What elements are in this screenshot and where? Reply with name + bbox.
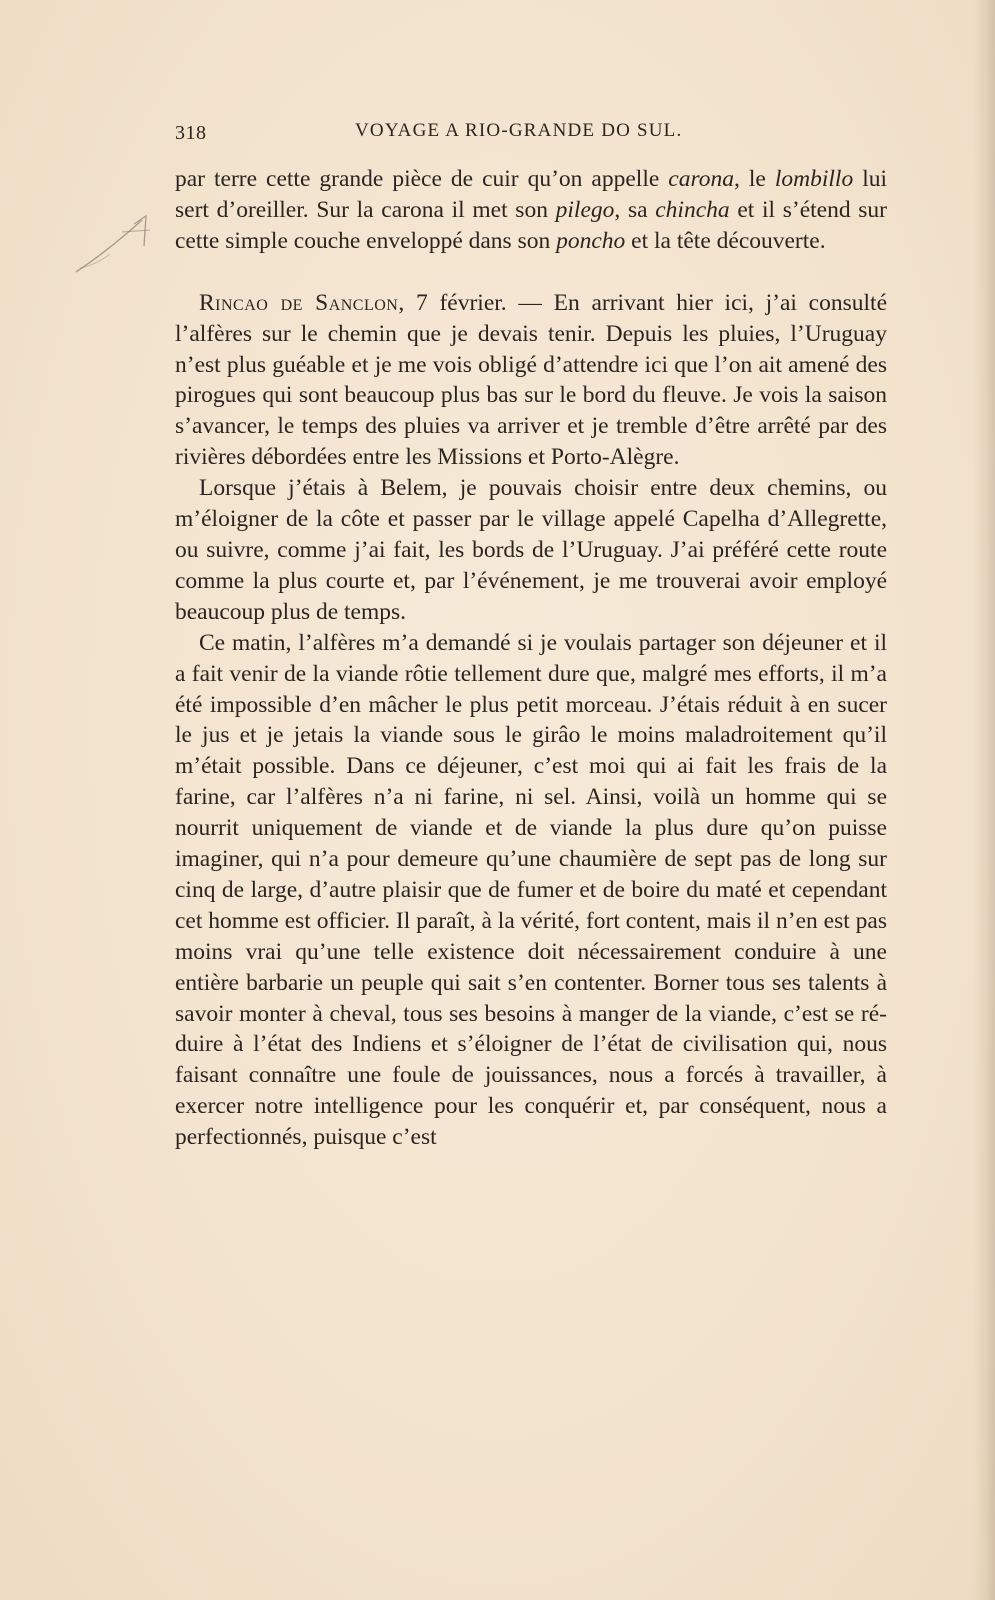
page-edge-shadow [973,0,995,1600]
running-head: VOYAGE A RIO-GRANDE DO SUL. [355,120,683,141]
italic-term-poncho: poncho [556,227,626,254]
text-run: , 7 février. — En arrivant hier ici, j’ai consulté l’alfères sur le chemin que je devais tenir. Depuis les pluies, l’Uruguay n’est plus guéable et je me vois obligé d’attendre ici que l’on ait amené des pirogues qui sont beaucoup plus bas sur le bord du fleuve. Je vois la saison s’avancer, le temps des pluies va arriver et je tremble d’être arrêté par des rivières débordées entre les Missions et Porto-Alègre. [175,289,887,471]
pencil-margin-mark [72,210,162,280]
paragraph-4: Ce matin, l’alfères m’a demandé si je voulais partager son déjeuner et il a fait venir de la viande rôtie tellement dure que, malgré mes efforts, il m’a été impossible d’en mâcher le plus petit morceau. J’étais réduit à en sucer le jus et je jetais la viande sous le girâo le moins maladroitement qu’il m’était possible. Dans ce déjeuner, c’est moi qui ai fait les frais de la farine, car l’alfères n’a ni farine, ni sel. Ainsi, voilà un homme qui se nourrit uniquement de viande et de viande la plus dure qu’on puisse imaginer, qui n’a pour demeure qu’une chaumière de sept pas de long sur cinq de large, d’autre plaisir que de fumer et de boire du maté et cependant cet homme est officier. Il paraît, à la vérité, fort content, mais il n’en est pas moins vrai qu’une telle existence doit nécessairement conduire à une entière barbarie un peuple qui sait s’en contenter. Borner tous ses talents à savoir monter à cheval, tous ses besoins à manger de la viande, c’est se réduire à l’état des Indiens et s’éloigner de l’état de civilisation qui, nous faisant connaître une foule de jouissances, nous a forcés à travailler, à exercer notre intelligence pour les conquérir et, par conséquent, nous a perfectionnés, puisque c’est [175,629,887,1151]
body-text [175,164,887,1153]
page-number: 318 [175,122,207,144]
text-run: et il s’étend sur cette simple couche enveloppé dans son [175,196,887,254]
text-run: lui sert d’oreiller. Sur la carona il met son [175,166,888,223]
paragraph-1 [175,164,887,257]
place-name: Rincao de Sanclon [199,289,399,316]
page-header [175,118,885,148]
italic-term-carona: carona [668,166,735,192]
paragraph-2 [175,288,887,473]
text-run: par terre cette grande pièce de cuir qu’on appelle [175,166,669,192]
italic-term-chincha: chincha [655,196,730,223]
italic-term-lombillo: lombillo [774,166,854,192]
paragraph-3: Lorsque j’étais à Belem, je pouvais choisir entre deux chemins, ou m’éloigner de la côte et passer par le village appelé Capelha d’Allegrette, ou suivre, comme j’ai fait, les bords de l’Uruguay. J’ai préféré cette route comme la plus courte et, par l’événement, je me trouverai avoir employé beaucoup plus de temps. [175,475,887,625]
text-run: et la tête découverte. [625,227,826,254]
text-run: , sa [614,196,656,223]
text-run: , le [734,166,775,192]
italic-term-pilego: pilego [555,196,615,223]
